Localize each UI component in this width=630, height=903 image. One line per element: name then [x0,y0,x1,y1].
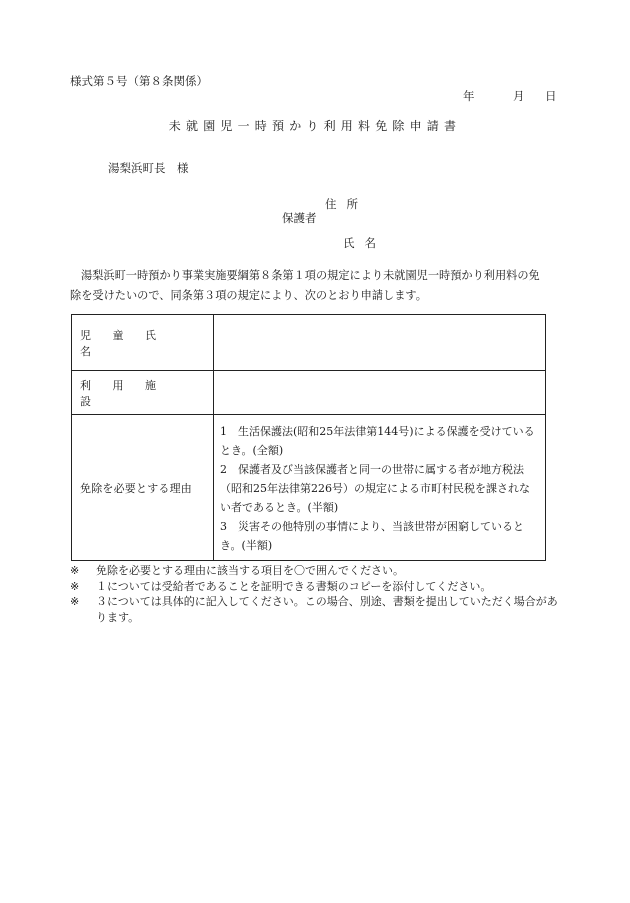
reason-option-3[interactable]: 3 災害その他特別の事情により、当該世帯が困窮しているとき。(半額) [220,520,524,552]
date-year-label: 年 [463,89,475,103]
reason-options [214,415,546,561]
note-mark: ※ [70,595,80,608]
table-row [72,371,546,415]
facility-label: 利用施設 [72,371,214,415]
date-line [463,88,557,104]
note-text: ３については具体的に記入してください。この場合、別途、書類を提出していただく場合があります。 [96,595,558,624]
notes [70,563,560,625]
note-mark: ※ [70,579,80,593]
reason-option-1[interactable]: 1 生活保護法(昭和25年法律第144号)による保護を受けているとき。(全額) [220,425,535,457]
note-mark: ※ [70,564,80,577]
guardian-label: 保護者 [282,211,317,225]
reason-label: 免除を必要とする理由 [72,415,214,561]
date-month-label: 月 [513,89,525,103]
note-item [70,563,560,579]
table-row [72,315,546,371]
name-label: 氏名 [343,236,386,250]
child-name-field[interactable] [214,315,546,371]
child-name-label: 児童氏名 [72,315,214,371]
note-item [70,579,560,595]
form-number: 様式第５号（第８条関係） [70,74,208,88]
note-text: １については受給者であることを証明できる書類のコピーを添付してください。 [96,579,492,593]
table-row [72,415,546,561]
application-table [71,314,546,561]
application-statement: 湯梨浜町一時預かり事業実施要綱第８条第１項の規定により未就園児一時預かり利用料の免除を受けたいので、同条第３項の規定により、次のとおり申請します。 [70,269,540,302]
facility-field[interactable] [214,371,546,415]
note-text: 免除を必要とする理由に該当する項目を〇で囲んでください。 [96,564,404,577]
reason-option-2[interactable]: 2 保護者及び当該保護者と同一の世帯に属する者が地方税法（昭和25年法律第226号）の規定による市町村民税を課されない者であるとき。(半額) [220,463,530,514]
note-item [70,594,560,625]
date-day-label: 日 [545,89,557,103]
addressee: 湯梨浜町長 様 [108,161,189,175]
address-label: 住所 [325,197,368,211]
page-title: 未就園児一時預かり利用料免除申請書 [168,119,462,133]
